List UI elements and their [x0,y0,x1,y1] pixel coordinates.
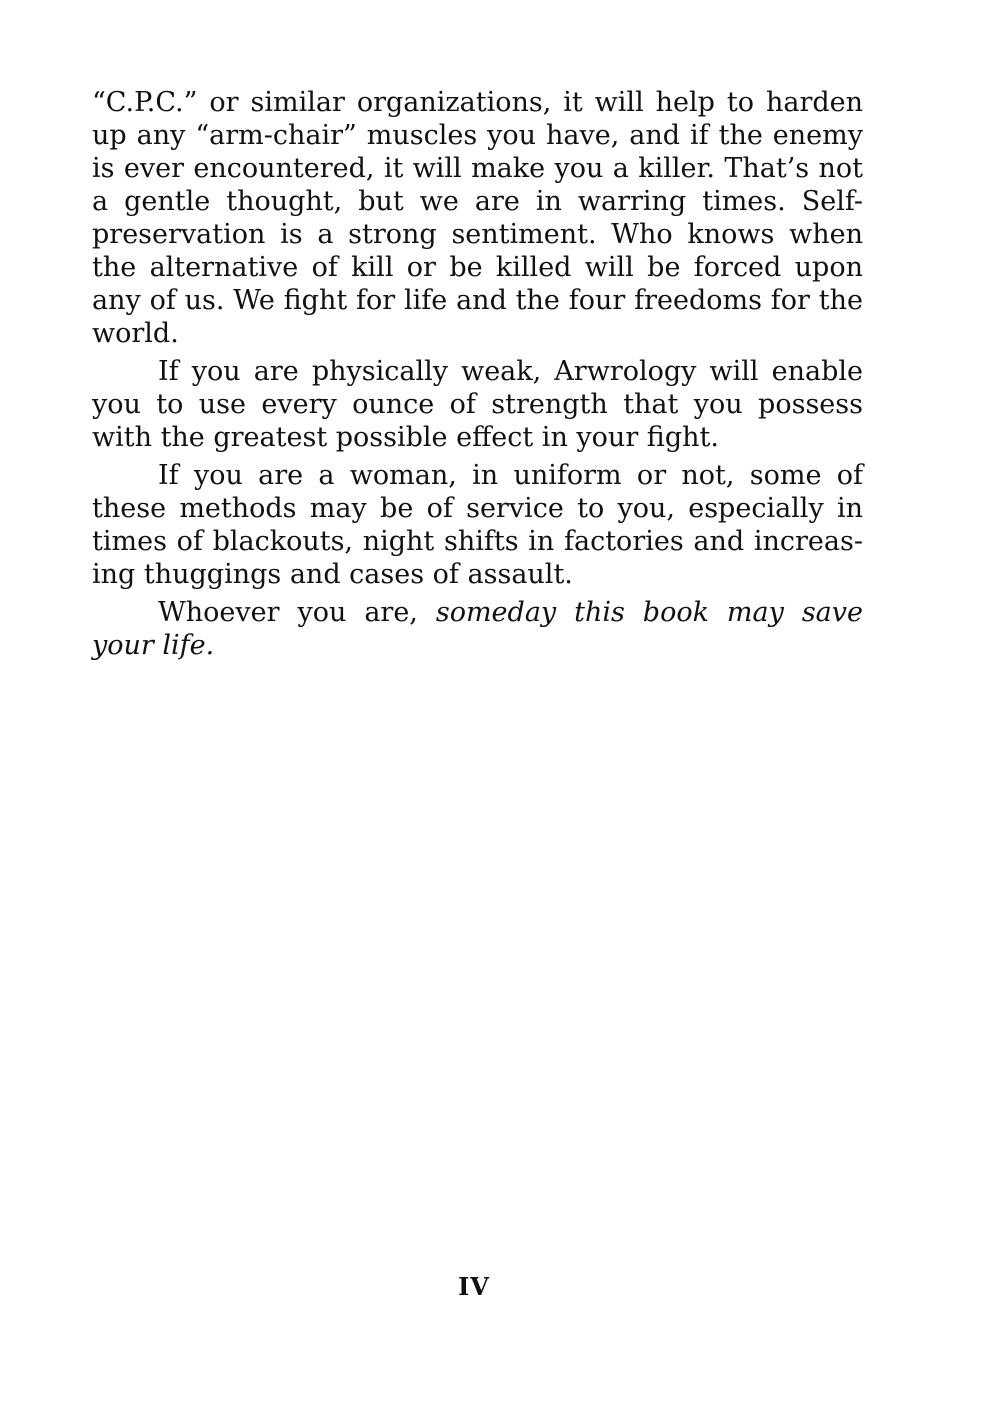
paragraph-4-plain: Whoever you are, [158,597,436,628]
paragraph-1: “C.P.C.” or similar organizations, it will help to harden up any “arm-chair” muscles you have, and if the enemy is ever encountered, it will make you a killer. That’s not a gentle thought, but we are in warring times. Self-preservation is a strong sentiment. Who knows when the alternative of kill or be killed will be forced upon any of us. We fight for life and the four freedoms for the world. [92,87,863,349]
paragraph-2: If you are physically weak, Arwrology will enable you to use every ounce of strength that you possess with the greatest possible effect in your fight. [92,356,863,453]
paragraph-4 [92,596,863,662]
paragraph-4-italic: someday this book may save your life. [92,597,863,661]
body-text [92,86,863,667]
page-number: IV [458,1272,490,1301]
paragraph-3: If you are a woman, in uniform or not, some of these methods may be of service to you, especially in times of blackouts, night shifts in factories and increasing thuggings and cases of assault. [92,460,863,590]
